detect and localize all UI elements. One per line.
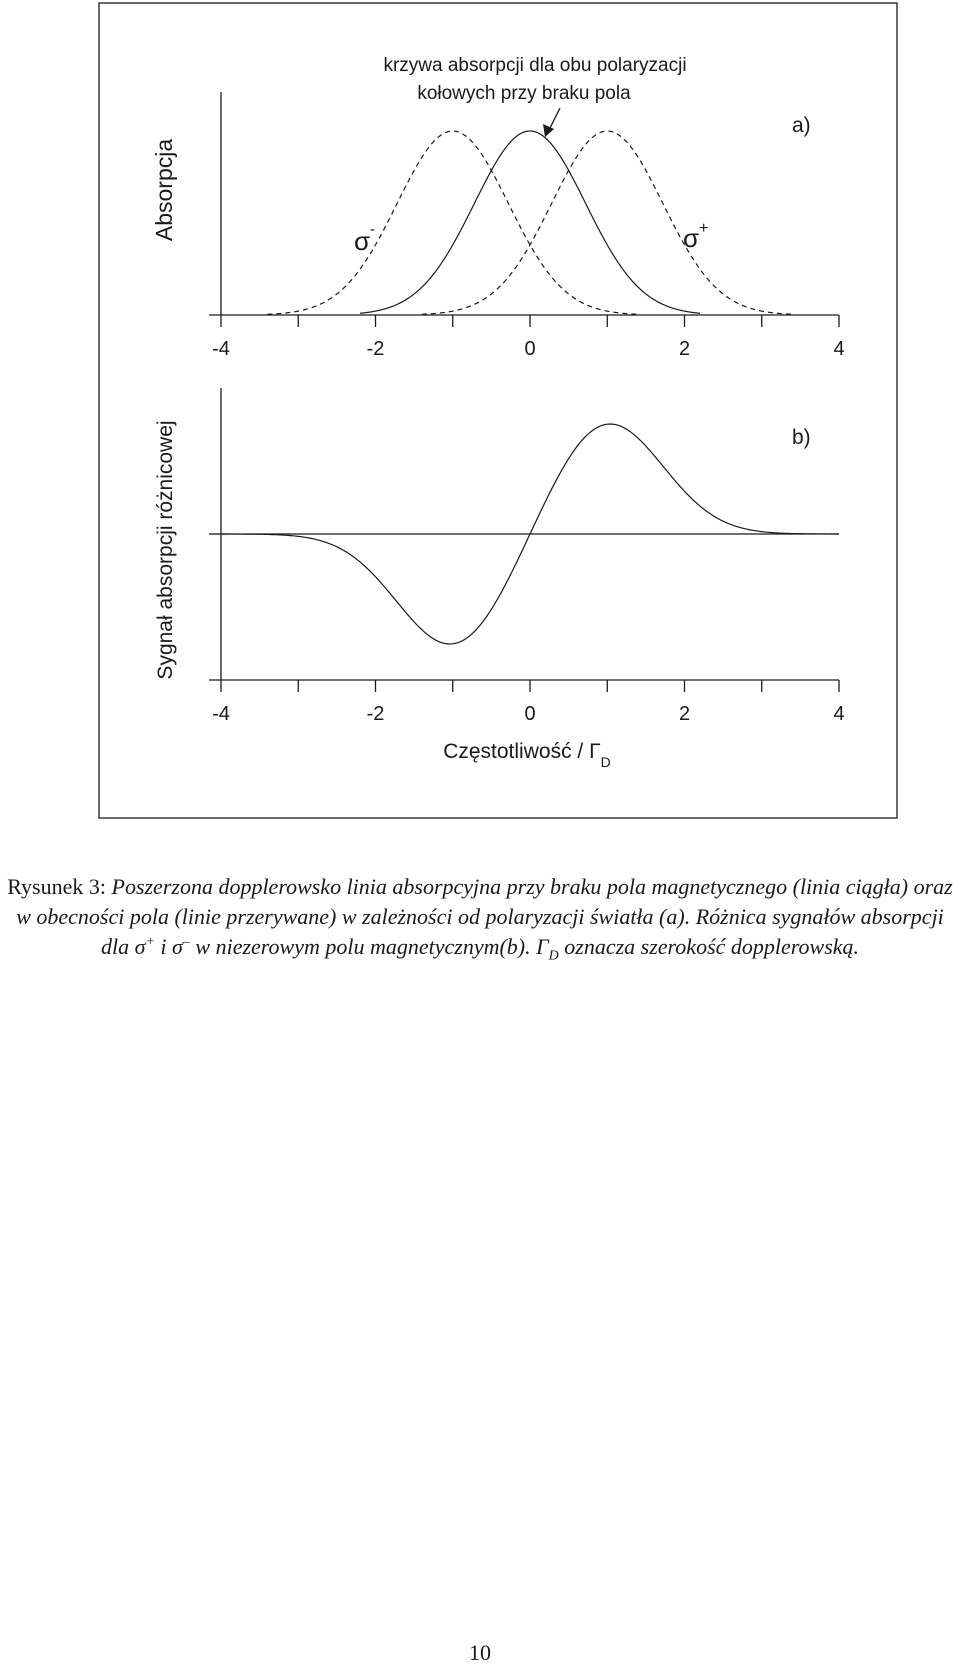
caption-text-part1: Poszerzona dopplerowsko linia absorpcyjna przy braku pola magnetycznego (linia ciągła) oraz w obecności pola (linie przerywane) w zależności od polaryzacji światła (a). Różnica sygnałów absorpcji dla [16, 874, 953, 959]
panel-b-label: b) [792, 426, 811, 449]
x-tick-label: 4 [833, 703, 845, 725]
x-tick-label: 2 [678, 338, 691, 360]
panel-a-ylabel: Absorpcja [151, 138, 177, 242]
x-axis-label: Częstotliwość / $\Gamma_D$ [443, 740, 611, 770]
sigma-minus-label: σ- [354, 221, 376, 256]
panel-a [151, 55, 845, 360]
absorption-curve-sigma-minus [267, 131, 638, 314]
caption-text-part3: oznacza szerokość dopplerowską. [558, 934, 860, 959]
x-tick-label: -4 [212, 338, 230, 360]
caption-sigma-minus: σ– [172, 934, 190, 959]
page-number: 10 [469, 1640, 491, 1665]
figure-frame [99, 3, 897, 818]
panel-a-ticks [212, 315, 844, 360]
sigma-plus-label: σ+ [683, 220, 709, 253]
x-tick-label: 2 [678, 703, 691, 725]
caption-prefix: Rysunek 3: [7, 874, 112, 899]
annotation-line-2: kołowych przy braku pola [417, 83, 631, 104]
absorption-curve-no-field [360, 131, 700, 313]
figure [0, 0, 960, 830]
x-tick-label: 0 [524, 338, 536, 360]
x-tick-label: -2 [366, 338, 385, 360]
annotation-arrow-shaft [549, 108, 560, 130]
x-tick-label: 4 [833, 338, 845, 360]
x-tick-label: -2 [366, 703, 385, 725]
caption-sigma-plus: σ+ [134, 934, 155, 959]
caption-gamma-d: $\Gamma_D$ [536, 934, 559, 964]
absorption-curve-sigma-plus [422, 131, 793, 314]
x-tick-label: 0 [524, 703, 536, 725]
panel-b [154, 388, 845, 770]
annotation-line-1: krzywa absorpcji dla obu polaryzacji [383, 55, 687, 76]
caption-text-part2: w niezerowym polu magnetycznym(b). [189, 934, 537, 959]
annotation-arrow-head [543, 124, 554, 137]
x-tick-label: -4 [212, 703, 230, 725]
panel-b-ticks [212, 680, 844, 725]
panel-b-ylabel: Sygnał absorpcji różnicowej [154, 420, 177, 680]
panel-a-label: a) [792, 114, 811, 137]
caption-conjunction: i [154, 934, 173, 959]
figure-caption [0, 872, 960, 962]
